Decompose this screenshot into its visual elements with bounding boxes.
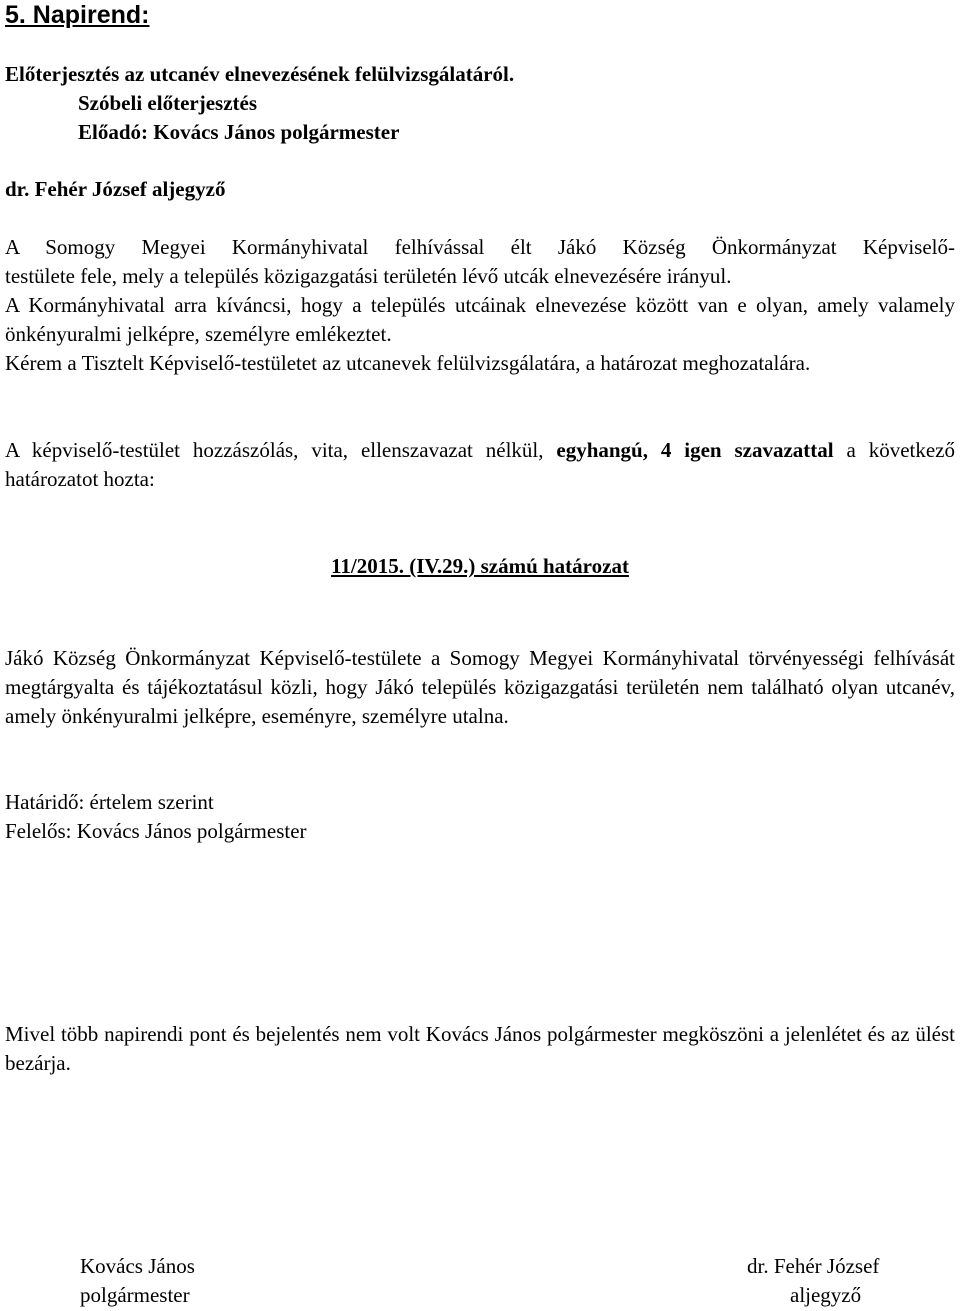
signature-left-name: Kovács János xyxy=(80,1254,195,1278)
vote-paragraph xyxy=(5,436,955,494)
intro-paragraph-3: Kérem a Tisztelt Képviselő-testületet az utcanevek felülvizsgálatára, a határozat meghozatalára. xyxy=(5,351,811,375)
vote-text-pre: A képviselő-testület hozzászólás, vita, ellenszavazat nélkül, xyxy=(5,438,557,462)
signature-right-title: aljegyző xyxy=(790,1283,862,1307)
signature-right-name: dr. Fehér József xyxy=(747,1254,880,1278)
intro-paragraph-2: A Kormányhivatal arra kíváncsi, hogy a település utcáinak elnevezése között van e olyan, amely valamely önkényuralmi jelképre, személyre emlékeztet. xyxy=(5,293,955,346)
speaker: dr. Fehér József aljegyző xyxy=(5,177,226,201)
vote-text-post: a következő határozatot hozta: xyxy=(5,438,955,491)
closing-paragraph: Mivel több napirendi pont és bejelentés nem volt Kovács János polgármester megköszöni a jelenlétet és az ülést bezárja. xyxy=(5,1022,955,1075)
agenda-type: Szóbeli előterjesztés xyxy=(78,91,258,115)
resolution-body: Jákó Község Önkormányzat Képviselő-testülete a Somogy Megyei Kormányhivatal törvényességi felhívását megtárgyalta és tájékoztatásul közli, hogy Jákó település közigazgatási területén nem található olyan utcanév, amely önkényuralmi jelképre, eseményre, személyre utalna. xyxy=(5,646,955,728)
agenda-heading: 5. Napirend: xyxy=(5,1,150,29)
intro-line-2: testülete fele, mely a település közigazgatási területén lévő utcák elnevezésére irányul. xyxy=(5,264,732,288)
agenda-presenter: Előadó: Kovács János polgármester xyxy=(78,120,400,144)
resolution-deadline: Határidő: értelem szerint xyxy=(5,790,214,814)
resolution-responsible: Felelős: Kovács János polgármester xyxy=(5,819,307,843)
intro-line-1: A Somogy Megyei Kormányhivatal felhívással élt Jákó Község Önkormányzat Képviselő- xyxy=(5,235,955,259)
signature-left-title: polgármester xyxy=(80,1283,190,1307)
vote-result: egyhangú, 4 igen szavazattal xyxy=(556,438,834,462)
resolution-title: 11/2015. (IV.29.) számú határozat xyxy=(331,554,629,578)
agenda-title: Előterjesztés az utcanév elnevezésének felülvizsgálatáról. xyxy=(5,62,515,86)
